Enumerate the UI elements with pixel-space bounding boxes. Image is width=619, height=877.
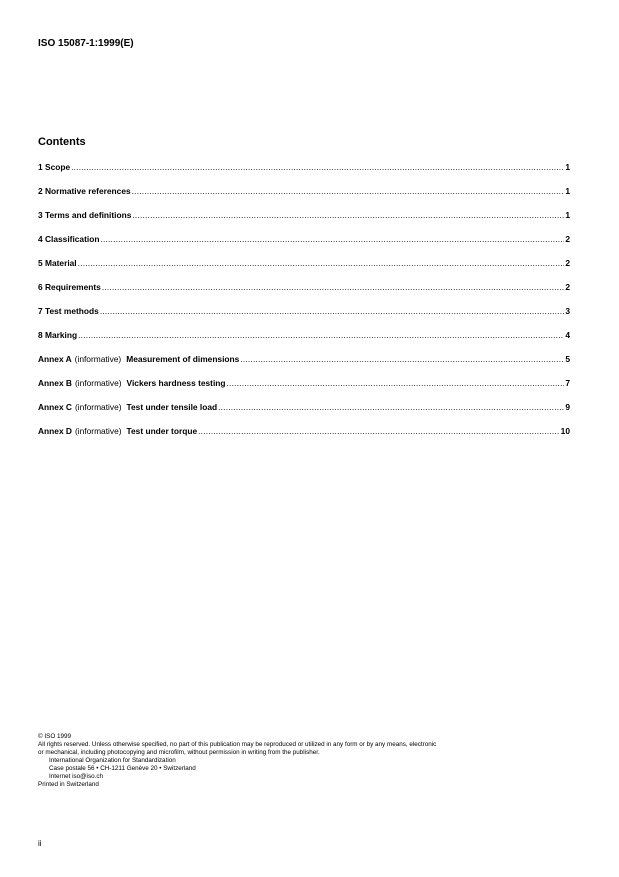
toc-entry[interactable] — [38, 161, 570, 185]
toc-entry-title: Vickers hardness testing — [126, 378, 226, 388]
toc-entry[interactable] — [38, 377, 570, 401]
toc-entry-annex-type: (informative) — [74, 354, 122, 364]
toc-entry-page-number: 1 — [565, 162, 570, 172]
toc-entry-label: Annex C — [38, 402, 72, 412]
toc-entry[interactable] — [38, 257, 570, 281]
dot-leader — [198, 425, 560, 437]
rights-statement-line-1: All rights reserved. Unless otherwise specified, no part of this publication may be reproduced or utilized in any form or by any means, electronic — [38, 741, 437, 748]
toc-entry-label: 2 Normative references — [38, 186, 131, 196]
toc-entry-page-number: 9 — [565, 402, 570, 412]
toc-entry-page-number: 1 — [565, 210, 570, 220]
toc-entry-annex-type: (informative) — [74, 378, 122, 388]
toc-entry[interactable] — [38, 233, 570, 257]
toc-entry-page-number: 10 — [560, 426, 570, 436]
rights-statement-line-2: or mechanical, including photocopying and microfilm, without permission in writing from the publisher. — [38, 749, 320, 756]
toc-entry-label: 8 Marking — [38, 330, 78, 340]
toc-entry[interactable] — [38, 401, 570, 425]
toc-entry-page-number: 2 — [565, 258, 570, 268]
dot-leader — [132, 185, 565, 197]
toc-entry[interactable] — [38, 329, 570, 353]
toc-entry-label: Annex B — [38, 378, 72, 388]
toc-entry-title: Measurement of dimensions — [126, 354, 240, 364]
toc-entry-page-number: 2 — [565, 282, 570, 292]
printed-in: Printed in Switzerland — [38, 781, 99, 788]
organization-name: International Organization for Standardization — [49, 757, 176, 764]
toc-entry-annex-type: (informative) — [74, 402, 122, 412]
toc-entry[interactable] — [38, 281, 570, 305]
toc-entry[interactable] — [38, 185, 570, 209]
dot-leader — [132, 209, 564, 221]
toc-entry-label: Annex D — [38, 426, 72, 436]
toc-entry-page-number: 2 — [565, 234, 570, 244]
toc-entry-page-number: 4 — [565, 330, 570, 340]
toc-entry-label: 4 Classification — [38, 234, 100, 244]
table-of-contents — [38, 161, 570, 449]
toc-entry-annex-type: (informative) — [74, 426, 122, 436]
toc-entry-title: Test under tensile load — [126, 402, 218, 412]
toc-entry[interactable] — [38, 353, 570, 377]
toc-entry-label: 1 Scope — [38, 162, 71, 172]
toc-entry[interactable] — [38, 305, 570, 329]
dot-leader — [71, 161, 564, 173]
document-id: ISO 15087-1:1999(E) — [38, 38, 134, 49]
contents-heading: Contents — [38, 136, 86, 148]
dot-leader — [78, 329, 564, 341]
toc-entry-page-number: 5 — [565, 354, 570, 364]
copyright-notice: © ISO 1999 — [38, 733, 71, 740]
dot-leader — [100, 305, 565, 317]
copyright-block — [38, 733, 583, 789]
toc-entry[interactable] — [38, 425, 570, 449]
toc-entry-title: Test under torque — [126, 426, 198, 436]
toc-entry[interactable] — [38, 209, 570, 233]
toc-entry-label: 7 Test methods — [38, 306, 99, 316]
dot-leader — [227, 377, 565, 389]
dot-leader — [218, 401, 564, 413]
organization-address: Case postale 56 • CH-1211 Genève 20 • Switzerland — [49, 765, 196, 772]
dot-leader — [100, 233, 564, 245]
dot-leader — [78, 257, 565, 269]
toc-entry-label: Annex A — [38, 354, 72, 364]
toc-entry-page-number: 3 — [565, 306, 570, 316]
dot-leader — [102, 281, 564, 293]
page-number: ii — [38, 839, 42, 848]
dot-leader — [240, 353, 564, 365]
toc-entry-label: 6 Requirements — [38, 282, 101, 292]
toc-entry-page-number: 7 — [565, 378, 570, 388]
toc-entry-label: 3 Terms and definitions — [38, 210, 132, 220]
toc-entry-page-number: 1 — [565, 186, 570, 196]
organization-internet: Internet iso@iso.ch — [49, 773, 103, 780]
toc-entry-label: 5 Material — [38, 258, 77, 268]
